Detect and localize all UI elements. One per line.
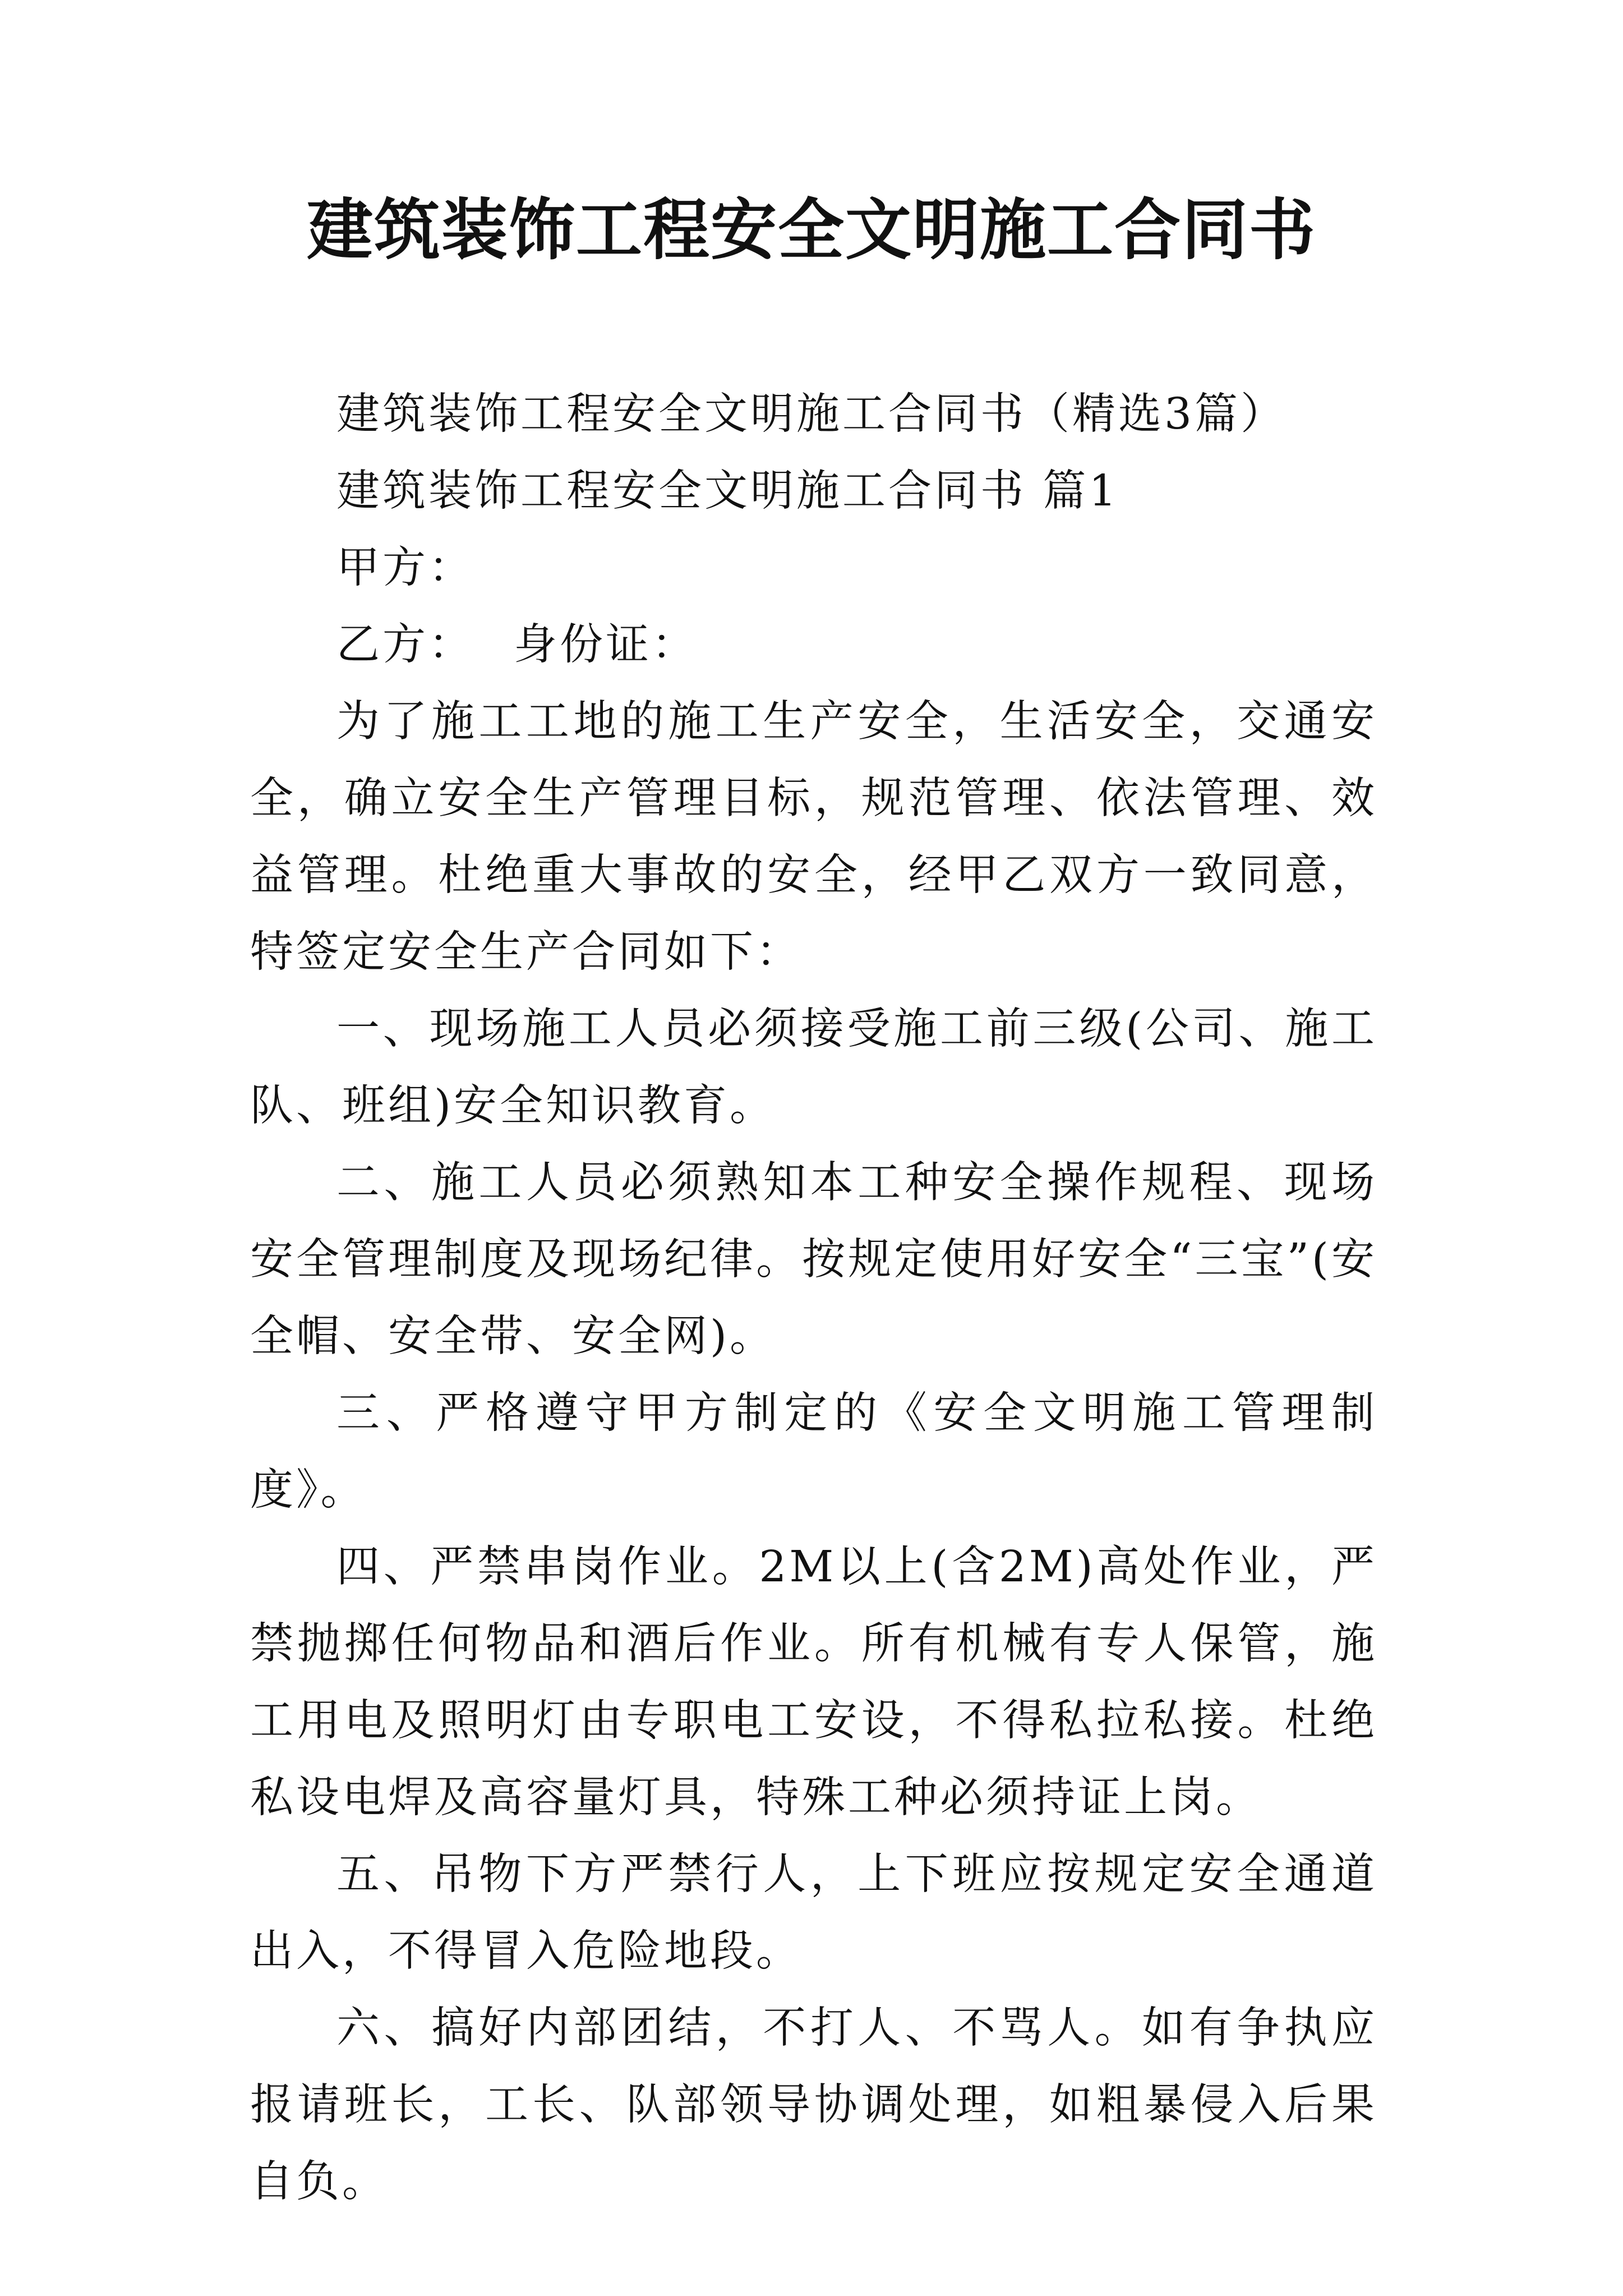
clause-2: 二、施工人员必须熟知本工种安全操作规程、现场安全管理制度及现场纪律。按规定使用好安全“三宝”(安全帽、安全带、安全网)。 (250, 1158, 1377, 1361)
party-b-line (250, 606, 1377, 683)
clause-5: 五、吊物下方严禁行人，上下班应按规定安全通道出入，不得冒入危险地段。 (250, 1849, 1377, 1976)
document-subtitle: 建筑装饰工程安全文明施工合同书（精选3篇） (336, 389, 1287, 439)
section-heading: 建筑装饰工程安全文明施工合同书 篇1 (336, 466, 1119, 516)
id-card-label: 身份证： (514, 620, 698, 670)
paragraph-intro: 为了施工工地的施工生产安全，生活安全，交通安全，确立安全生产管理目标，规范管理、依法管理、效益管理。杜绝重大事故的安全，经甲乙双方一致同意，特签定安全生产合同如下： (250, 697, 1377, 977)
party-a-line (250, 530, 1377, 606)
clause-6: 六、搞好内部团结，不打人、不骂人。如有争执应报请班长，工长、队部领导协调处理，如粗暴侵入后果自负。 (250, 2003, 1377, 2207)
clause-3: 三、严格遵守甲方制定的《安全文明施工管理制度》。 (250, 1388, 1377, 1515)
document-body (250, 376, 1377, 2220)
clause-4: 四、严禁串岗作业。2M以上(含2M)高处作业，严禁抛掷任何物品和酒后作业。所有机械有专人保管，施工用电及照明灯由专职电工安设，不得私拉私接。杜绝私设电焊及高容量灯具，特殊工种必须持证上岗。 (250, 1542, 1377, 1823)
party-b-label: 乙方： (336, 620, 474, 670)
clause-1: 一、现场施工人员必须接受施工前三级(公司、施工队、班组)安全知识教育。 (250, 1004, 1377, 1131)
party-a-label: 甲方： (336, 543, 474, 593)
document-title: 建筑装饰工程安全文明施工合同书 (306, 191, 1316, 269)
